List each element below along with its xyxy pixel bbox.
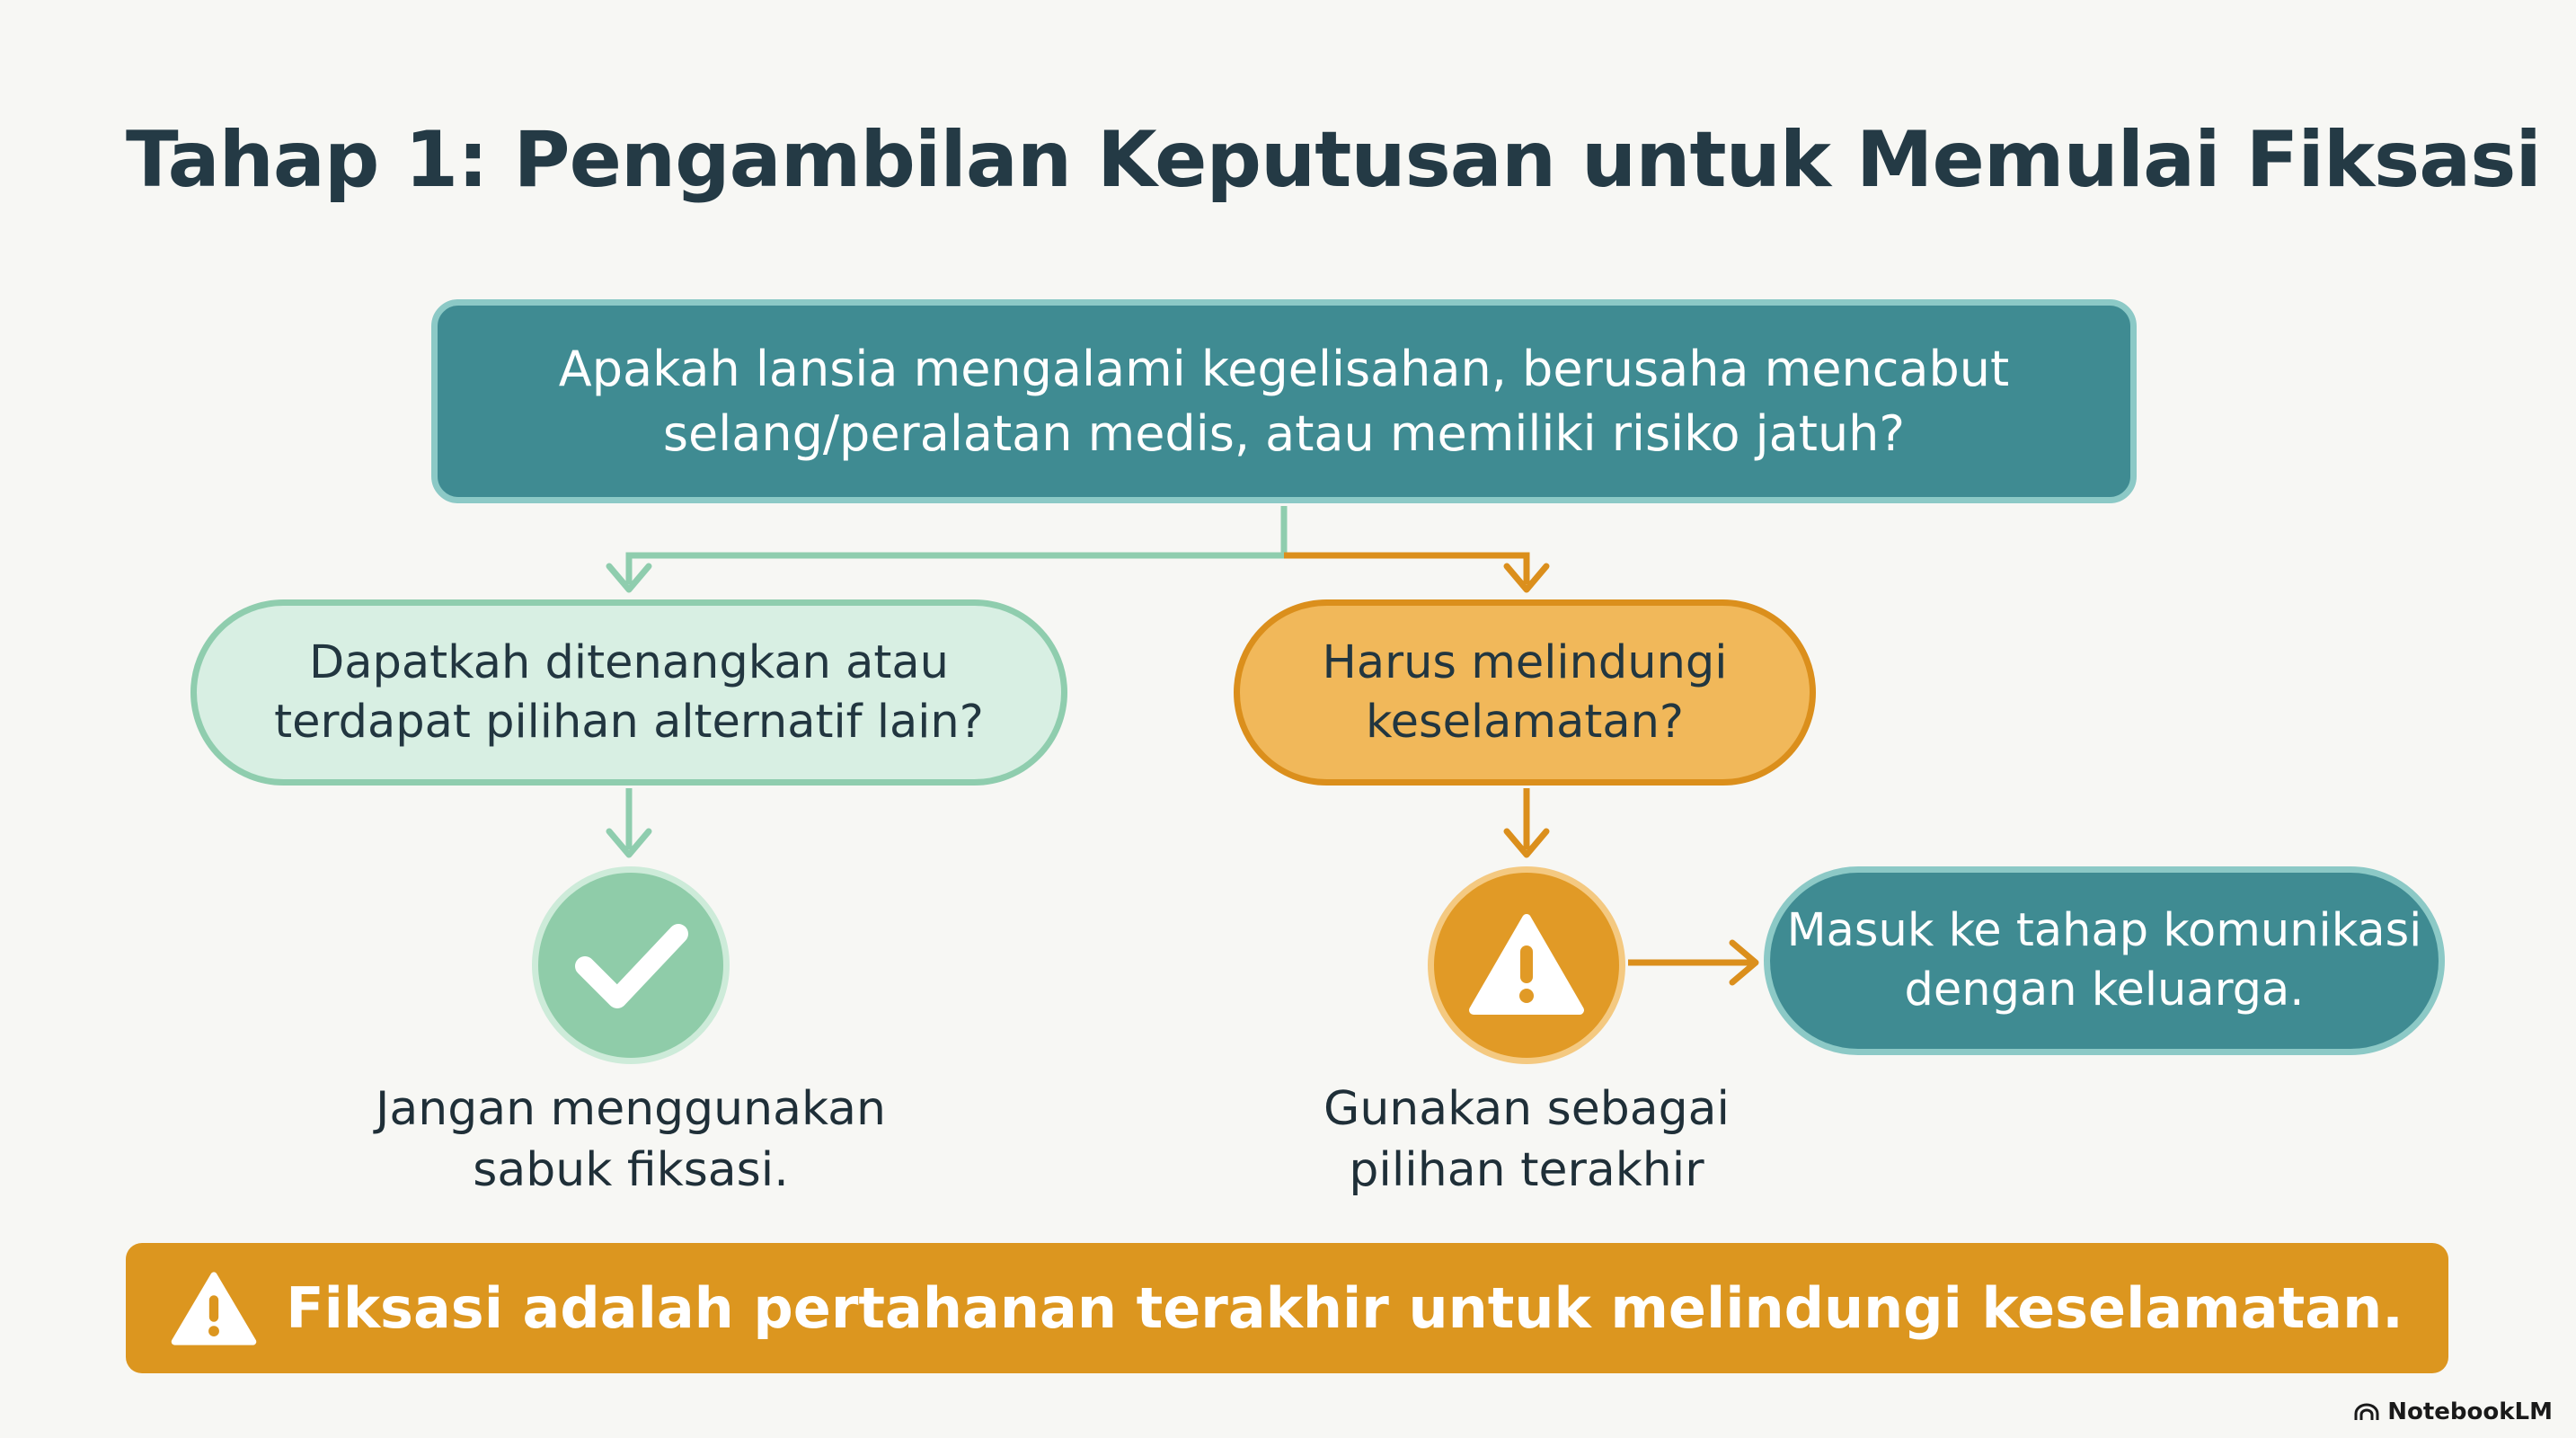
main-question-box [431,299,2137,503]
right-question-box [1234,599,1816,786]
left-outcome-caption: Jangan menggunakan sabuk fiksasi. [376,1082,886,1197]
brand-name: NotebookLM [2387,1398,2553,1425]
warning-circle [1428,866,1625,1064]
next-step-box [1764,866,2445,1055]
banner-text: Fiksasi adalah pertahanan terakhir untuk melindungi keselamatan. [286,1275,2403,1341]
page-title: Tahap 1: Pengambilan Keputusan untuk Memulai Fiksasi [126,115,2541,205]
left-question-text: Dapatkah ditenangkan atau terdapat pilihan alternatif lain? [274,635,984,749]
left-question-box [190,599,1067,786]
warning-icon [171,1270,257,1347]
brand-logo [2353,1398,2553,1425]
next-step-text: Masuk ke tahap komunikasi dengan keluarga. [1786,904,2422,1016]
notebooklm-logo-icon [2353,1402,2380,1422]
warning-banner [126,1243,2448,1373]
check-circle [532,866,730,1064]
connector-main-to-left [629,506,1284,584]
main-question-text: Apakah lansia mengalami kegelisahan, berusaha mencabut selang/peralatan medis, atau memiliki risiko jatuh? [558,340,2010,462]
check-icon [572,907,689,1024]
warning-icon [1468,911,1585,1019]
right-question-text: Harus melindungi keselamatan? [1322,635,1728,749]
connector-main-to-right [1284,555,1527,584]
right-outcome-caption: Gunakan sebagai pilihan terakhir [1323,1082,1730,1197]
